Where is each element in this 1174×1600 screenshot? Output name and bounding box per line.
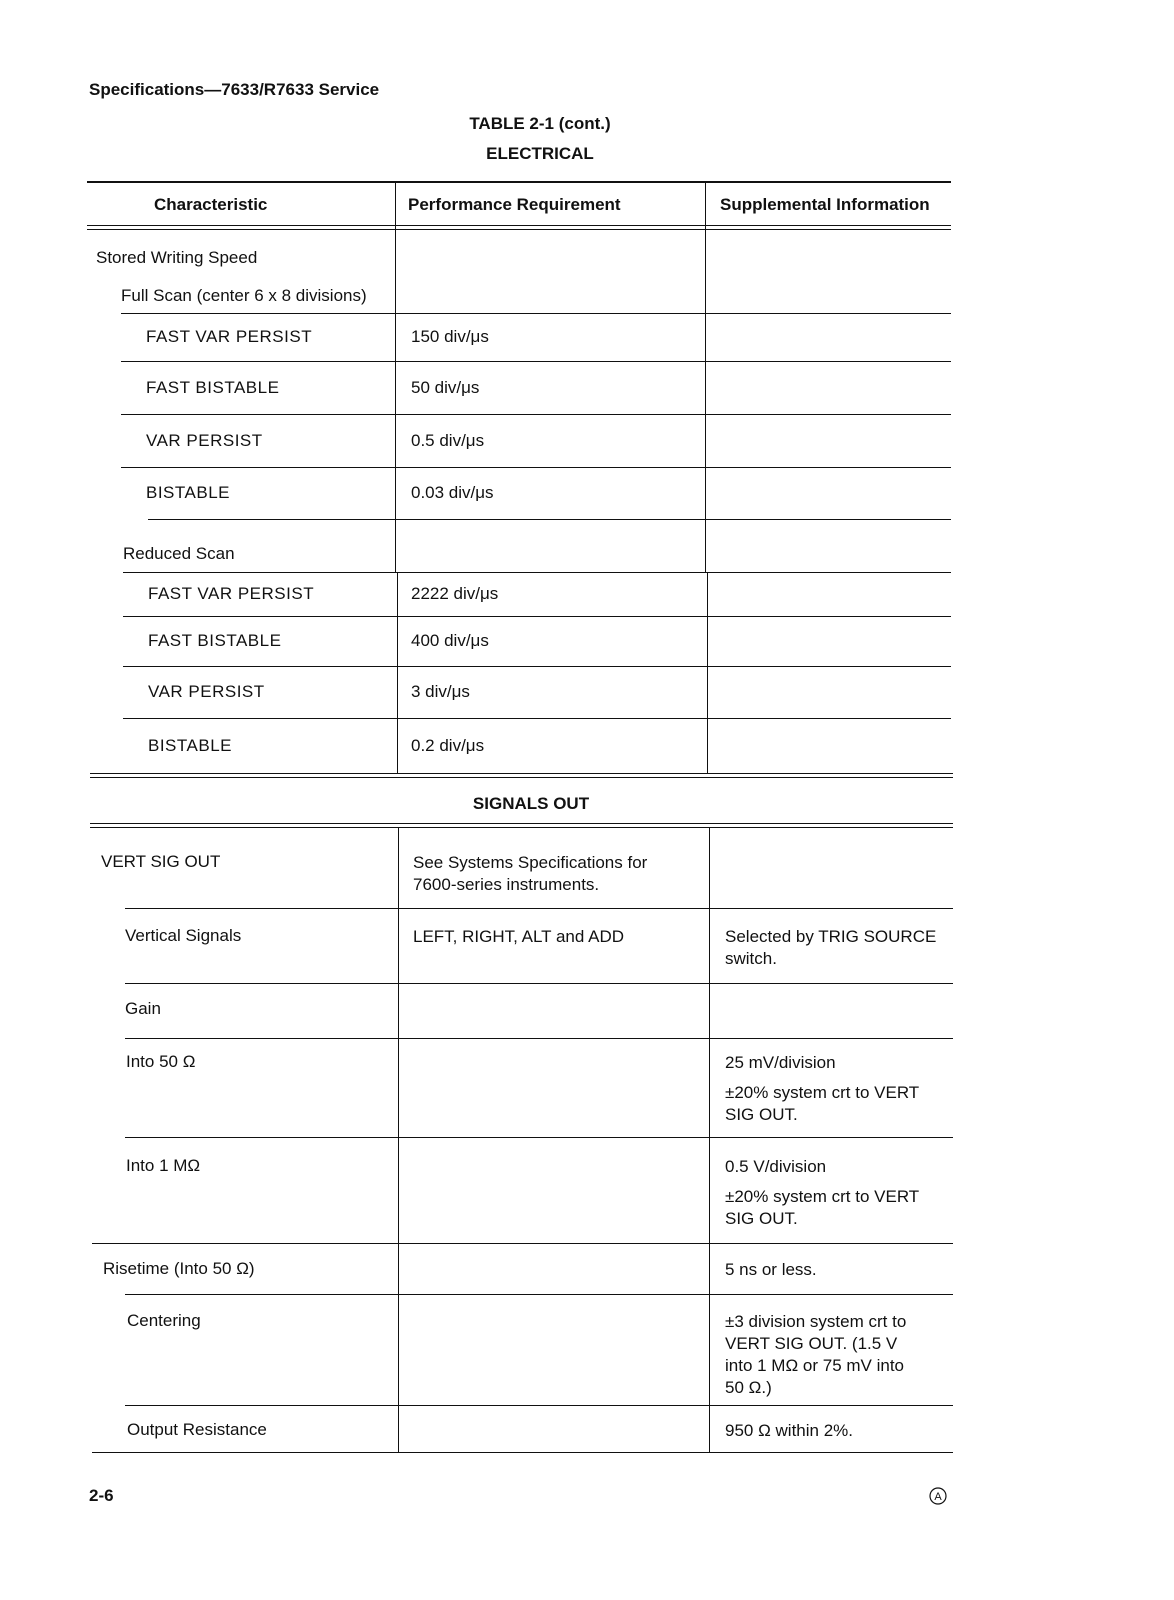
column-rule [398, 908, 399, 983]
column-rule [707, 666, 708, 718]
table-rule [92, 1452, 953, 1453]
column-rule [398, 1405, 399, 1452]
column-rule [395, 414, 396, 467]
supplemental-info: 0.5 V/division [725, 1157, 827, 1176]
column-rule [398, 827, 399, 908]
table-rule [121, 467, 951, 468]
table-rule [90, 827, 953, 828]
characteristic-label: Centering [127, 1311, 201, 1330]
column-rule [705, 519, 706, 572]
table-rule [123, 718, 951, 719]
column-rule [709, 1294, 710, 1405]
characteristic-label: BISTABLE [146, 483, 230, 502]
column-rule [707, 572, 708, 616]
characteristic-label: Into 50 Ω [126, 1052, 196, 1071]
table-rule [123, 572, 951, 573]
column-rule [398, 983, 399, 1038]
supplemental-info: 50 Ω.) [725, 1378, 772, 1397]
table-rule [125, 1137, 953, 1138]
column-rule [395, 181, 396, 313]
characteristic-label: Gain [125, 999, 161, 1018]
characteristic-label: BISTABLE [148, 736, 232, 755]
table-rule [90, 773, 953, 774]
table-rule [87, 181, 951, 183]
supplemental-info: SIG OUT. [725, 1105, 798, 1124]
table-rule [125, 908, 953, 909]
performance-value: 2222 div/μs [411, 584, 499, 603]
performance-value: 3 div/μs [411, 682, 470, 701]
column-rule [705, 467, 706, 519]
characteristic-label: Vertical Signals [125, 926, 242, 945]
performance-value: 150 div/μs [411, 327, 489, 346]
performance-value: 7600-series instruments. [413, 875, 600, 894]
svg-text:A: A [934, 1491, 942, 1503]
section-title-signals-out: SIGNALS OUT [472, 794, 590, 813]
column-rule [397, 666, 398, 718]
performance-value: LEFT, RIGHT, ALT and ADD [413, 927, 625, 946]
characteristic-label: VAR PERSIST [146, 431, 263, 450]
performance-value: See Systems Specifications for [413, 853, 648, 872]
table-rule [123, 666, 951, 667]
characteristic-label: VERT SIG OUT [101, 852, 221, 871]
characteristic-label: FAST VAR PERSIST [146, 327, 313, 346]
characteristic-label: VAR PERSIST [148, 682, 265, 701]
column-rule [709, 827, 710, 908]
supplemental-info: ±20% system crt to VERT [725, 1187, 920, 1206]
supplemental-info: 25 mV/division [725, 1053, 836, 1072]
table-rule [125, 1038, 953, 1039]
performance-value: 50 div/μs [411, 378, 480, 397]
column-rule [398, 1243, 399, 1294]
column-rule [397, 616, 398, 666]
running-title: Specifications—7633/R7633 Service [89, 80, 380, 99]
supplemental-info: switch. [725, 949, 777, 968]
characteristic-label: Into 1 MΩ [126, 1156, 201, 1175]
characteristic-label: FAST BISTABLE [148, 631, 282, 650]
column-rule [709, 1405, 710, 1452]
table-rule [87, 225, 951, 226]
column-rule [395, 361, 396, 414]
column-rule [705, 361, 706, 414]
table-rule [121, 414, 951, 415]
column-rule [707, 616, 708, 666]
characteristic-label: FAST VAR PERSIST [148, 584, 315, 603]
characteristic-label: Stored Writing Speed [96, 248, 258, 267]
publisher-mark-icon [928, 1486, 948, 1506]
supplemental-info: 950 Ω within 2%. [725, 1421, 853, 1440]
column-rule [398, 1137, 399, 1243]
table-rule [148, 519, 951, 520]
supplemental-info: Selected by TRIG SOURCE [725, 927, 937, 946]
table-rule [90, 777, 953, 778]
performance-value: 0.03 div/μs [411, 483, 494, 502]
column-rule [395, 519, 396, 572]
column-rule [709, 1243, 710, 1294]
performance-value: 0.2 div/μs [411, 736, 485, 755]
column-rule [705, 414, 706, 467]
column-header-supplemental: Supplemental Information [720, 195, 930, 214]
performance-value: 0.5 div/μs [411, 431, 485, 450]
characteristic-label: FAST BISTABLE [146, 378, 280, 397]
table-rule [87, 229, 951, 230]
column-rule [709, 1038, 710, 1137]
characteristic-label: Output Resistance [127, 1420, 267, 1439]
supplemental-info: VERT SIG OUT. (1.5 V [725, 1334, 898, 1353]
table-subtitle: ELECTRICAL [486, 144, 594, 163]
column-header-characteristic: Characteristic [154, 195, 268, 214]
column-rule [705, 181, 706, 313]
supplemental-info: ±20% system crt to VERT [725, 1083, 920, 1102]
table-rule [121, 361, 951, 362]
column-rule [709, 983, 710, 1038]
table-rule [121, 313, 951, 314]
table-rule [123, 616, 951, 617]
supplemental-info: 5 ns or less. [725, 1260, 817, 1279]
characteristic-label: Risetime (Into 50 Ω) [103, 1259, 255, 1278]
column-rule [709, 908, 710, 983]
column-rule [397, 572, 398, 616]
characteristic-label: Full Scan (center 6 x 8 divisions) [121, 286, 367, 305]
table-rule [92, 1243, 953, 1244]
supplemental-info: SIG OUT. [725, 1209, 798, 1228]
column-rule [707, 718, 708, 773]
table-rule [125, 983, 953, 984]
table-rule [90, 823, 953, 824]
column-rule [397, 718, 398, 773]
column-rule [709, 1137, 710, 1243]
supplemental-info: ±3 division system crt to [725, 1312, 907, 1331]
table-rule [125, 1294, 953, 1295]
characteristic-label: Reduced Scan [123, 544, 235, 563]
table-rule [125, 1405, 953, 1406]
performance-value: 400 div/μs [411, 631, 489, 650]
column-rule [398, 1038, 399, 1137]
column-rule [395, 467, 396, 519]
column-rule [398, 1294, 399, 1405]
column-header-performance: Performance Requirement [408, 195, 621, 214]
page-number: 2-6 [89, 1486, 114, 1505]
table-title: TABLE 2-1 (cont.) [469, 114, 611, 133]
column-rule [705, 313, 706, 361]
column-rule [395, 313, 396, 361]
supplemental-info: into 1 MΩ or 75 mV into [725, 1356, 905, 1375]
